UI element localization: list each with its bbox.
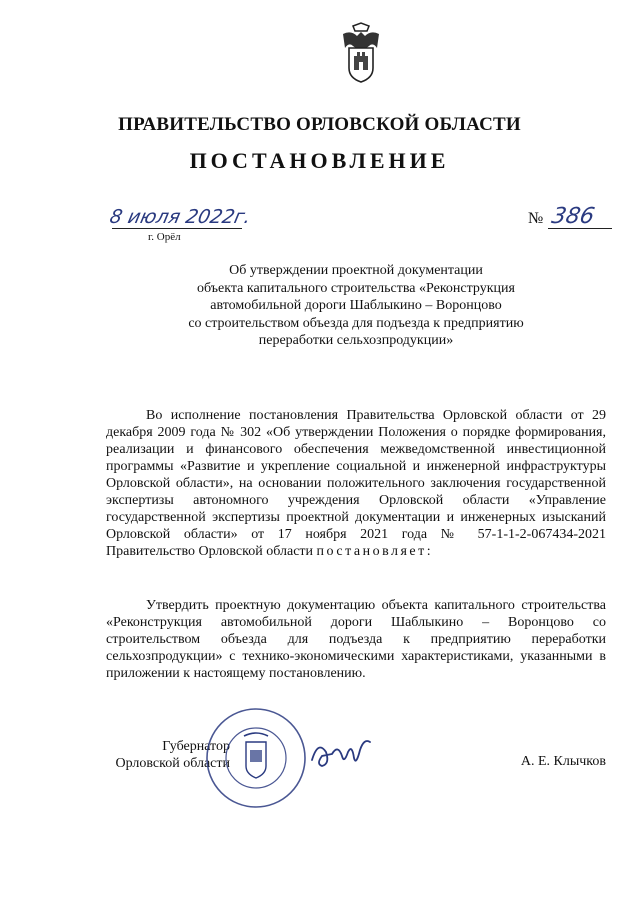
signer-position-line: Губернатор bbox=[162, 739, 230, 754]
signer-name: А. Е. Клычков bbox=[520, 754, 606, 769]
subject-line: со строительством объезда для подъезда к предприятию bbox=[188, 315, 524, 331]
subject-line: автомобильной дороги Шаблыкино – Воронцово bbox=[210, 298, 502, 313]
coat-of-arms-icon bbox=[339, 22, 383, 84]
preamble-text: Во исполнение постановления Правительства Орловской области от 29 декабря 2009 года № 302 «Об утверждении Положения о порядке формирования, реализации и финансового обеспечения межведомственной инвестиционной программы «Развитие и укрепление социальной и инженерной инфраструктуры Орловской области», на основании положительного заключения государственной экспертизы автономного учреждения Орловской области «Управление государственной экспертизы проектной документации и инженерных изысканий Орловской области» от 17 ноября 2021 года № 57-1-1-2-067434-2021 Правительство Орловской области bbox=[106, 408, 606, 559]
number-sign: № bbox=[528, 210, 544, 227]
resolution-text: Утвердить проектную документацию объекта капитального строительства «Реконструкция автомобильной дороги Шаблыкино – Воронцово со строительством объезда для подъезда к предприятию переработки сельхозпродукции» с технико-экономическими характеристиками, указанными в приложении к настоящему постановлению. bbox=[106, 598, 606, 681]
resolves-word: постановляет: bbox=[316, 544, 434, 559]
city-label: г. Орёл bbox=[148, 231, 181, 243]
signer-position-line: Орловской области bbox=[115, 756, 230, 771]
government-title: ПРАВИТЕЛЬСТВО ОРЛОВСКОЙ ОБЛАСТИ bbox=[118, 114, 521, 135]
subject-line: объекта капитального строительства «Реконструкция bbox=[197, 280, 515, 296]
body-paragraph-preamble bbox=[106, 407, 606, 560]
document-date: 8 июля 2022г. bbox=[107, 206, 253, 228]
official-seal-icon bbox=[204, 706, 308, 810]
document-number: 386 bbox=[549, 204, 597, 229]
number-underline bbox=[548, 228, 612, 229]
subject-line: переработки сельхозпродукции» bbox=[258, 333, 454, 348]
body-paragraph-resolution bbox=[106, 597, 606, 682]
document-subject bbox=[150, 262, 562, 350]
subject-line: Об утверждении проектной документации bbox=[229, 263, 483, 278]
document-type-title: ПОСТАНОВЛЕНИЕ bbox=[189, 148, 450, 173]
handwritten-signature bbox=[308, 730, 374, 778]
date-underline bbox=[112, 228, 242, 229]
